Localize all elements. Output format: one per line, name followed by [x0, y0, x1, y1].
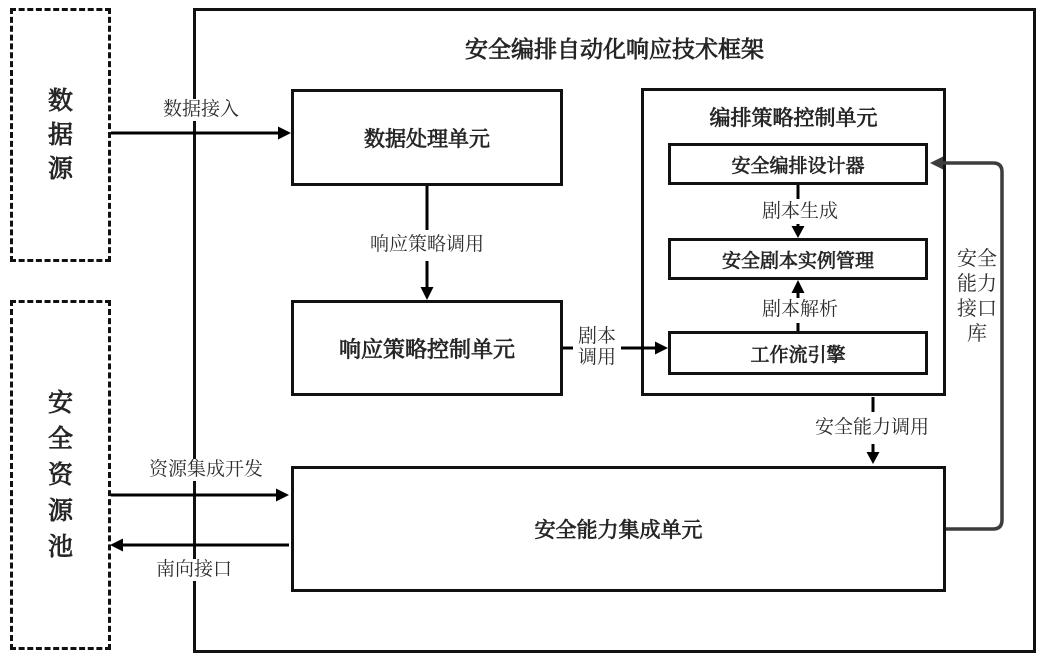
capability-integration-box	[291, 466, 946, 592]
resource-integration-label: 资源集成开发	[148, 459, 264, 480]
data-source-box	[10, 8, 111, 262]
data-processing-unit-box	[291, 89, 563, 186]
southbound-label: 南向接口	[155, 559, 233, 580]
playbook-generate-label: 剧本生成	[761, 201, 839, 222]
workflow-engine-box	[668, 331, 928, 375]
playbook-call-label: 剧本调用	[575, 326, 619, 368]
response-policy-unit-box	[291, 300, 563, 396]
capability-api-lib-label: 安全能力接口库	[957, 248, 997, 345]
playbook-mgmt-box	[668, 238, 928, 280]
data-processing-unit-label: 数据处理单元	[364, 127, 490, 151]
data-access-label: 数据接入	[162, 99, 240, 120]
designer-label: 安全编排设计器	[731, 155, 865, 177]
response-policy-call-label: 响应策略调用	[369, 234, 485, 255]
resource-pool-box	[10, 300, 111, 650]
diagram-title: 安全编排自动化响应技术框架	[465, 36, 764, 62]
orchestration-unit-label: 编排策略控制单元	[709, 107, 878, 130]
capability-integration-label: 安全能力集成单元	[534, 519, 703, 542]
capability-call-label: 安全能力调用	[814, 417, 930, 438]
resource-pool-label: 安全资源池	[47, 389, 73, 561]
playbook-parse-label: 剧本解析	[761, 299, 839, 320]
response-policy-unit-label: 响应策略控制单元	[338, 336, 515, 362]
playbook-mgmt-label: 安全剧本实例管理	[721, 250, 874, 272]
data-source-label: 数据源	[47, 87, 73, 183]
workflow-engine-label: 工作流引擎	[750, 344, 846, 366]
designer-box	[668, 143, 928, 185]
